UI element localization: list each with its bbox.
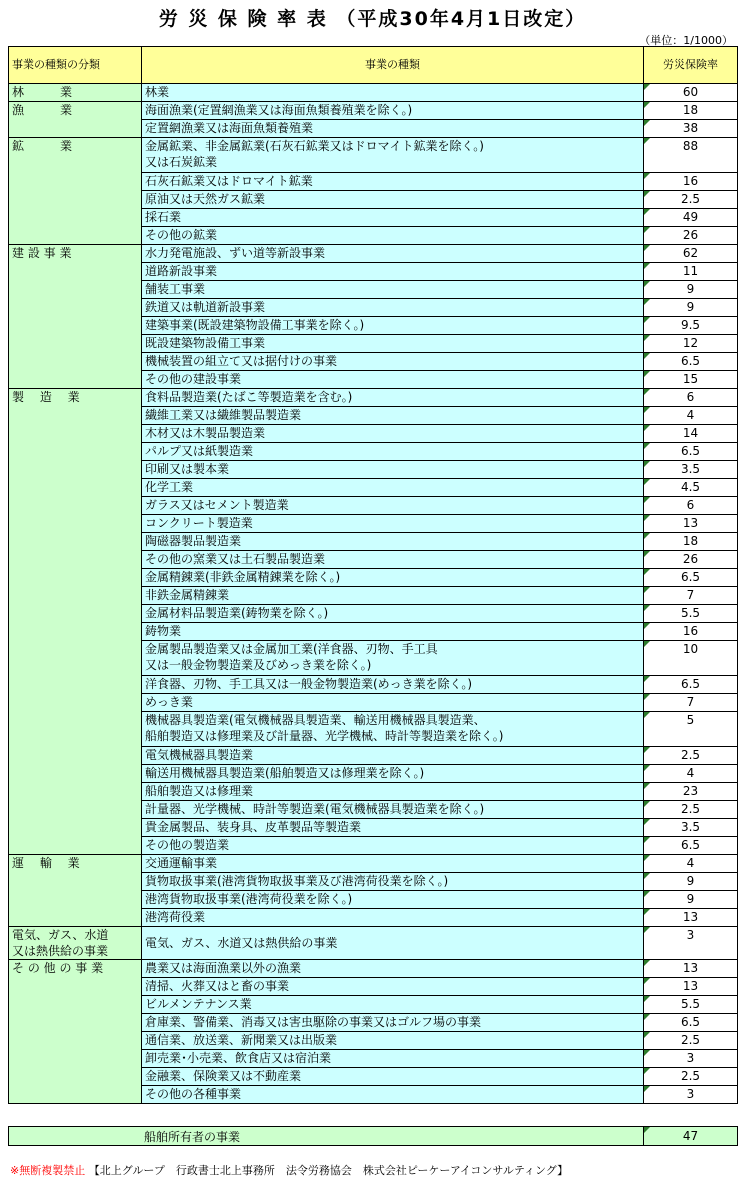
business-name: 農業又は海面漁業以外の漁業 [145,961,302,975]
rate-cell: 62 [644,245,738,263]
rate-cell: 3 [644,927,738,960]
rate-cell: 6 [644,497,738,515]
business-cell [142,533,644,551]
category-cell [9,927,142,960]
category-cell [9,389,142,855]
business-name: 船舶製造又は修理業 [145,784,254,798]
business-cell [142,765,644,783]
category-label: 建 設 事 業 [12,246,72,260]
rate-cell: 2.5 [644,801,738,819]
business-cell [142,461,644,479]
header-rate: 労災保険率 [644,47,738,84]
business-name: 建築事業(既設建築物設備工事業を除く。) [145,318,365,332]
business-cell [142,479,644,497]
rate-cell: 9 [644,299,738,317]
rate-cell: 13 [644,909,738,927]
business-name: 港湾貨物取扱事業(港湾荷役業を除く。) [145,892,353,906]
rate-cell: 6.5 [644,837,738,855]
table-row [9,84,738,102]
category-cell [9,245,142,389]
rate-cell: 49 [644,209,738,227]
ship-table [8,1126,738,1146]
rate-cell: 2.5 [644,191,738,209]
rate-cell: 23 [644,783,738,801]
business-cell [142,371,644,389]
business-name: 金属材料品製造業(鋳物業を除く。) [145,606,329,620]
business-cell [142,801,644,819]
rate-cell: 12 [644,335,738,353]
rate-cell: 3.5 [644,461,738,479]
rate-cell: 4 [644,855,738,873]
ship-rate: 47 [644,1127,738,1146]
business-name: その他の製造業 [145,838,230,852]
rate-cell: 6.5 [644,569,738,587]
business-cell [142,515,644,533]
rate-cell: 6.5 [644,676,738,694]
business-cell [142,138,644,173]
business-name: 水力発電施設、ずい道等新設事業 [145,246,326,260]
business-name: その他の建設事業 [145,372,242,386]
category-label: 製 造 業 [12,390,80,404]
business-cell [142,623,644,641]
business-cell [142,909,644,927]
rate-cell: 3.5 [644,819,738,837]
rate-cell: 4 [644,765,738,783]
business-name: 洋食器、刃物、手工具又は一般金物製造業(めっき業を除く。) [145,677,473,691]
business-cell [142,299,644,317]
business-name: 海面漁業(定置網漁業又は海面魚類養殖業を除く。) [145,103,413,117]
business-name: 清掃、火葬又はと畜の事業 [145,979,290,993]
business-name: 非鉄金属精錬業 [145,588,230,602]
business-cell [142,855,644,873]
business-cell [142,84,644,102]
business-cell [142,407,644,425]
rate-cell: 13 [644,960,738,978]
business-cell [142,353,644,371]
business-cell [142,1032,644,1050]
rate-table [8,46,738,1104]
business-cell [142,569,644,587]
business-name: 金属鉱業、非金属鉱業(石灰石鉱業又はドロマイト鉱業を除く。) [145,139,484,153]
category-label-line2: 又は熱供給の事業 [12,944,109,958]
business-cell [142,335,644,353]
rate-cell: 5.5 [644,605,738,623]
rate-cell: 6 [644,389,738,407]
business-cell [142,245,644,263]
rate-cell: 5.5 [644,996,738,1014]
business-name: 金属精錬業(非鉄金属精錬業を除く。) [145,570,341,584]
rate-cell: 5 [644,712,738,747]
category-cell [9,84,142,102]
rate-cell: 2.5 [644,747,738,765]
business-name: 既設建築物設備工事業 [145,336,266,350]
business-name: パルプ又は紙製造業 [145,444,254,458]
rate-cell: 11 [644,263,738,281]
business-name: 採石業 [145,210,182,224]
unit-note: （単位：1/1000） [639,34,733,47]
business-name: 機械器具製造業(電気機械器具製造業、輸送用機械器具製造業、 [145,713,486,727]
business-cell [142,873,644,891]
rate-cell: 9.5 [644,317,738,335]
business-name: 貴金属製品、装身具、皮革製品等製造業 [145,820,362,834]
category-label: 鉱 業 [12,139,73,153]
rate-cell: 16 [644,173,738,191]
rate-cell: 18 [644,102,738,120]
business-name: 卸売業･小売業、飲食店又は宿泊業 [145,1051,332,1065]
business-cell [142,120,644,138]
rate-cell: 2.5 [644,1032,738,1050]
table-row [9,138,738,173]
business-cell [142,173,644,191]
business-cell [142,281,644,299]
business-cell [142,551,644,569]
business-name: 港湾荷役業 [145,910,206,924]
business-cell [142,747,644,765]
business-name: 繊維工業又は繊維製品製造業 [145,408,302,422]
business-name: 電気、ガス、水道又は熱供給の事業 [145,936,338,950]
business-cell [142,891,644,909]
business-name: その他の各種事業 [145,1087,242,1101]
category-cell [9,102,142,138]
category-label: 電気、ガス、水道 [12,928,109,942]
rate-cell: 7 [644,587,738,605]
rate-cell: 13 [644,515,738,533]
business-name-line2: 又は石炭鉱業 [145,155,218,169]
business-cell [142,227,644,245]
business-cell [142,1014,644,1032]
business-name: 原油又は天然ガス鉱業 [145,192,266,206]
business-cell [142,694,644,712]
rate-cell: 13 [644,978,738,996]
business-name: 定置網漁業又は海面魚類養殖業 [145,121,314,135]
business-name: 電気機械器具製造業 [145,748,254,762]
rate-cell: 10 [644,641,738,676]
business-name: 倉庫業、警備業、消毒又は害虫駆除の事業又はゴルフ場の事業 [145,1015,482,1029]
business-cell [142,1068,644,1086]
business-cell [142,425,644,443]
category-label: そ の 他 の 事 業 [12,961,104,975]
rate-cell: 4 [644,407,738,425]
business-name: 道路新設事業 [145,264,218,278]
business-cell [142,1086,644,1104]
business-cell [142,837,644,855]
rate-cell: 6.5 [644,1014,738,1032]
rate-cell: 2.5 [644,1068,738,1086]
business-cell [142,497,644,515]
category-cell [9,960,142,1104]
category-cell [9,138,142,245]
business-cell [142,587,644,605]
rate-cell: 16 [644,623,738,641]
business-name: 計量器、光学機械、時計等製造業(電気機械器具製造業を除く。) [145,802,485,816]
business-name-line2: 船舶製造又は修理業及び計量器、光学機械、時計等製造業を除く。) [145,729,504,743]
business-cell [142,317,644,335]
business-cell [142,978,644,996]
business-cell [142,191,644,209]
table-row [9,855,738,873]
business-name: 舗装工事業 [145,282,206,296]
table-row [9,389,738,407]
table-row [9,102,738,120]
copy-warning: ※無断複製禁止 [10,1164,86,1177]
category-cell [9,855,142,927]
business-name: 印刷又は製本業 [145,462,230,476]
header-category: 事業の種類の分類 [9,47,142,84]
rate-cell: 9 [644,873,738,891]
ship-row [9,1127,738,1146]
business-name: 陶磁器製品製造業 [145,534,242,548]
business-name: 林業 [145,85,170,99]
rate-cell: 9 [644,281,738,299]
rate-cell: 26 [644,551,738,569]
business-name: 鋳物業 [145,624,182,638]
business-cell [142,819,644,837]
business-name: 鉄道又は軌道新設事業 [145,300,266,314]
business-cell [142,960,644,978]
business-cell [142,263,644,281]
footer-credit: 【北上グループ 行政書士北上事務所 法令労務協会 株式会社ピーケーアイコンサルティング】 [88,1164,569,1177]
category-label: 運 輸 業 [12,856,80,870]
business-name: 貨物取扱事業(港湾貨物取扱事業及び港湾荷役業を除く。) [145,874,449,888]
rate-cell: 7 [644,694,738,712]
business-cell [142,676,644,694]
business-cell [142,641,644,676]
rate-cell: 26 [644,227,738,245]
business-name: ビルメンテナンス業 [145,997,252,1011]
category-label: 林 業 [12,85,73,99]
rate-cell: 4.5 [644,479,738,497]
business-name: 輸送用機械器具製造業(船舶製造又は修理業を除く。) [145,766,425,780]
table-row [9,960,738,978]
table-header [9,47,738,84]
rate-cell: 3 [644,1086,738,1104]
category-label: 漁 業 [12,103,73,117]
page-title: 労 災 保 険 率 表 （平成30年4月1日改定） [158,8,587,30]
business-cell [142,605,644,623]
rate-cell: 60 [644,84,738,102]
footer [10,1162,568,1178]
rate-cell: 6.5 [644,443,738,461]
rate-cell: 3 [644,1050,738,1068]
business-name: その他の窯業又は土石製品製造業 [145,552,326,566]
rate-cell: 18 [644,533,738,551]
business-name: 食料品製造業(たばこ等製造業を含む。) [145,390,353,404]
business-cell [142,102,644,120]
business-name: めっき業 [145,695,193,709]
business-cell [142,209,644,227]
rate-cell: 88 [644,138,738,173]
business-name: 交通運輸事業 [145,856,218,870]
rate-cell: 14 [644,425,738,443]
business-name: 通信業、放送業、新聞業又は出版業 [145,1033,338,1047]
business-name: 金属製品製造業又は金属加工業(洋食器、刃物、手工具 [145,642,438,656]
business-name: 石灰石鉱業又はドロマイト鉱業 [145,174,313,188]
rate-cell: 9 [644,891,738,909]
rate-cell: 6.5 [644,353,738,371]
header-business: 事業の種類 [142,47,644,84]
business-name-line2: 又は一般金物製造業及びめっき業を除く。) [145,658,372,672]
business-name: コンクリート製造業 [145,516,253,530]
business-cell [142,712,644,747]
business-name: 化学工業 [145,480,194,494]
rate-cell: 15 [644,371,738,389]
business-cell [142,443,644,461]
table-row [9,927,738,960]
business-name: その他の鉱業 [145,228,218,242]
business-cell [142,389,644,407]
business-name: 機械装置の組立て又は据付けの事業 [145,354,338,368]
business-cell [142,996,644,1014]
business-name: ガラス又はセメント製造業 [145,498,289,512]
table-row [9,245,738,263]
business-cell [142,783,644,801]
ship-business: 船舶所有者の事業 [9,1127,644,1146]
business-cell [142,1050,644,1068]
business-cell [142,927,644,960]
business-name: 木材又は木製品製造業 [145,426,266,440]
business-name: 金融業、保険業又は不動産業 [145,1069,302,1083]
rate-cell: 38 [644,120,738,138]
